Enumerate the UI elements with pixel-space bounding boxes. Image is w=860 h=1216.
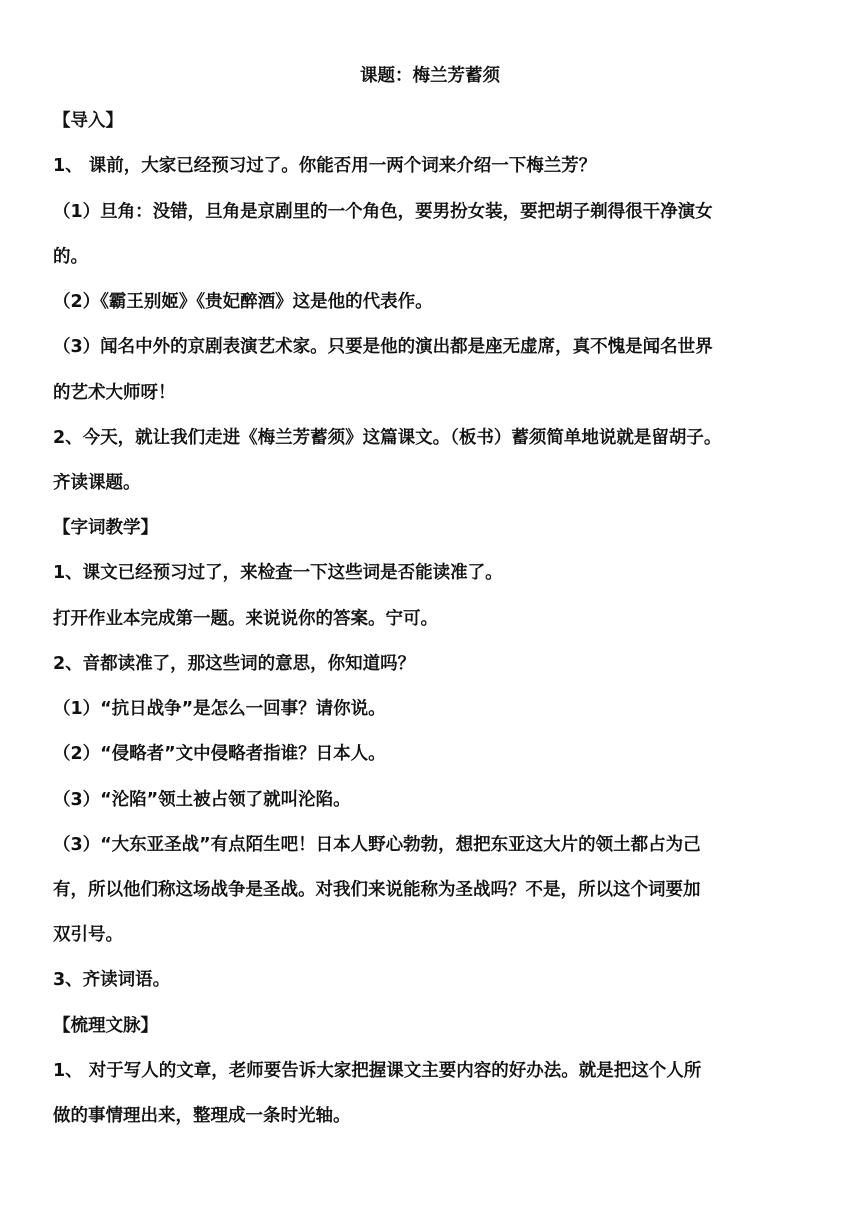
section-heading-vocabulary: 【字词教学】 [53, 518, 158, 538]
text-line: 3、齐读词语。 [53, 970, 171, 990]
section-heading-intro: 【导入】 [53, 111, 123, 131]
text-line: 的。 [53, 247, 88, 267]
text-line: 2、音都读准了，那这些词的意思，你知道吗？ [53, 654, 416, 674]
text-line: （2）“侵略者”文中侵略者指谁？日本人。 [53, 744, 386, 764]
text-line: 1、 课前，大家已经预习过了。你能否用一两个词来介绍一下梅兰芳？ [53, 156, 597, 176]
text-line: 打开作业本完成第一题。来说说你的答案。宁可。 [53, 609, 438, 629]
text-line: （1）“抗日战争”是怎么一回事？请你说。 [53, 699, 386, 719]
text-line: （1）旦角：没错，旦角是京剧里的一个角色，要男扮女装，要把胡子剃得很干净演女 [53, 202, 713, 222]
text-line: 做的事情理出来，整理成一条时光轴。 [53, 1106, 351, 1126]
text-line: 齐读课题。 [53, 473, 141, 493]
document-title: 课题：梅兰芳蓄须 [360, 66, 500, 86]
text-line: （3）闻名中外的京剧表演艺术家。只要是他的演出都是座无虚席，真不愧是闻名世界 [53, 337, 713, 357]
text-line: 2、今天，就让我们走进《梅兰芳蓄须》这篇课文。（板书）蓄须简单地说就是留胡子。 [53, 428, 722, 448]
section-heading-structure: 【梳理文脉】 [53, 1016, 158, 1036]
text-line: 1、 对于写人的文章，老师要告诉大家把握课文主要内容的好办法。就是把这个人所 [53, 1061, 702, 1081]
text-line: 有，所以他们称这场战争是圣战。对我们来说能称为圣战吗？不是，所以这个词要加 [53, 880, 701, 900]
text-line: （3）“大东亚圣战”有点陌生吧！日本人野心勃勃，想把东亚这大片的领土都占为己 [53, 835, 701, 855]
text-line: （2）《霸王别姬》《贵妃醉酒》这是他的代表作。 [53, 292, 433, 312]
text-line: （3）“沦陷”领土被占领了就叫沦陷。 [53, 790, 351, 810]
text-line: 的艺术大师呀！ [53, 383, 176, 403]
text-line: 双引号。 [53, 925, 123, 945]
text-line: 1、课文已经预习过了，来检查一下这些词是否能读准了。 [53, 563, 503, 583]
